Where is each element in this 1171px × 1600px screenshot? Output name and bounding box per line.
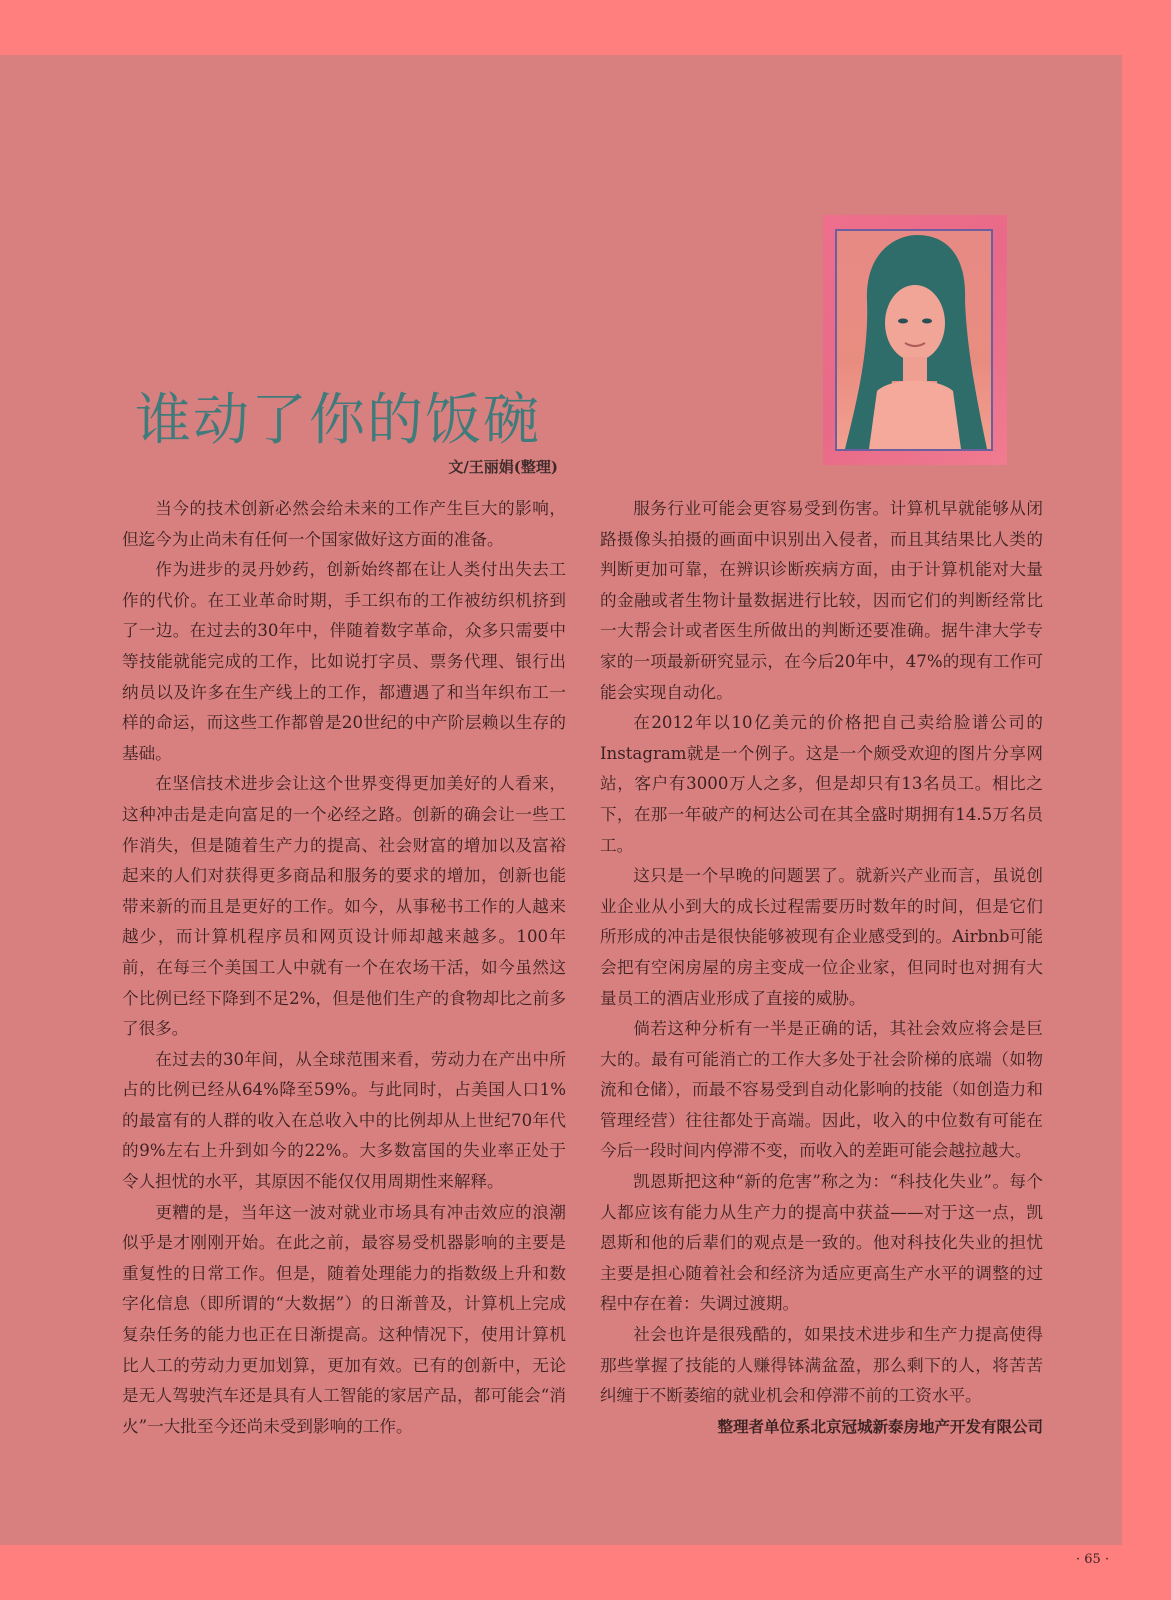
paragraph: 社会也许是很残酷的，如果技术进步和生产力提高使得那些掌握了技能的人赚得钵满盆盈，那么剩下的人，将苦苦纠缠于不断萎缩的就业机会和停滞不前的工资水平。: [600, 1325, 1043, 1406]
paragraph: 凯恩斯把这种“新的危害”称之为：“科技化失业”。每个人都应该有能力从生产力的提高中获益——对于这一点，凯恩斯和他的后辈们的观点是一致的。他对科技化失业的担忧主要是担心随着社会和经济为适应更高生产水平的调整的过程中存在着：失调过渡期。: [600, 1172, 1043, 1314]
left-column: [122, 494, 566, 1442]
paragraph: 当今的技术创新必然会给未来的工作产生巨大的影响，但迄今为止尚未有任何一个国家做好这方面的准备。: [122, 499, 566, 549]
paragraph: 服务行业可能会更容易受到伤害。计算机早就能够从闭路摄像头拍摄的画面中识别出入侵者，而且其结果比人类的判断更加可靠，在辨识诊断疾病方面，由于计算机能对大量的金融或者生物计量数据进行比较，因而它们的判断经常比一大帮会计或者医生所做出的判断还要准确。据牛津大学专家的一项最新研究显示，在今后20年中，47%的现有工作可能会实现自动化。: [600, 499, 1043, 702]
author-photo-frame: [823, 215, 1007, 465]
page-number: · 65 ·: [1076, 1552, 1110, 1567]
portrait-image: [837, 231, 991, 449]
author-affiliation: 整理者单位系北京冠城新泰房地产开发有限公司: [717, 1416, 1043, 1436]
author-photo: [835, 229, 993, 451]
paragraph: 在2012年以10亿美元的价格把自己卖给脸谱公司的Instagram就是一个例子。这是一个颇受欢迎的图片分享网站，客户有3000万人之多，但是却只有13名员工。相比之下，在那一年破产的柯达公司在其全盛时期拥有14.5万名员工。: [600, 713, 1043, 855]
paragraph: 这只是一个早晚的问题罢了。就新兴产业而言，虽说创业企业从小到大的成长过程需要历时数年的时间，但是它们所形成的冲击是很快能够被现有企业感受到的。Airbnb可能会把有空闲房屋的房主变成一位企业家，但同时也对拥有大量员工的酒店业形成了直接的威胁。: [600, 866, 1043, 1008]
right-column: [600, 494, 1043, 1442]
article-author: 文/王丽娟(整理): [448, 458, 558, 476]
paragraph: 作为进步的灵丹妙药，创新始终都在让人类付出失去工作的代价。在工业革命时期，手工织布的工作被纺织机挤到了一边。在过去的30年中，伴随着数字革命，众多只需要中等技能就能完成的工作，比如说打字员、票务代理、银行出纳员以及许多在生产线上的工作，都遭遇了和当年织布工一样的命运，而这些工作都曾是20世纪的中产阶层赖以生存的基础。: [122, 560, 566, 763]
article-title: 谁动了你的饭碗: [135, 388, 541, 453]
paragraph: 倘若这种分析有一半是正确的话，其社会效应将会是巨大的。最有可能消亡的工作大多处于社会阶梯的底端（如物流和仓储），而最不容易受到自动化影响的技能（如创造力和管理经营）往往都处于高端。因此，收入的中位数有可能在今后一段时间内停滞不变，而收入的差距可能会越拉越大。: [600, 1019, 1043, 1161]
paragraph: 更糟的是，当年这一波对就业市场具有冲击效应的浪潮似乎是才刚刚开始。在此之前，最容易受机器影响的主要是重复性的日常工作。但是，随着处理能力的指数级上升和数字化信息（即所谓的“大数据”）的日渐普及，计算机上完成复杂任务的能力也正在日渐提高。这种情况下，使用计算机比人工的劳动力更加划算，更加有效。已有的创新中，无论是无人驾驶汽车还是具有人工智能的家居产品，都可能会“消火”一大批至今还尚未受到影响的工作。: [122, 1202, 566, 1436]
paragraph: 在过去的30年间，从全球范围来看，劳动力在产出中所占的比例已经从64%降至59%。与此同时，占美国人口1%的最富有的人群的收入在总收入中的比例却从上世纪70年代的9%左右上升到如今的22%。大多数富国的失业率正处于令人担忧的水平，其原因不能仅仅用周期性来解释。: [122, 1049, 566, 1192]
paragraph: 在坚信技术进步会让这个世界变得更加美好的人看来，这种冲击是走向富足的一个必经之路。创新的确会让一些工作消失，但是随着生产力的提高、社会财富的增加以及富裕起来的人们对获得更多商品和服务的要求的增加，创新也能带来新的而且是更好的工作。如今，从事秘书工作的人越来越少，而计算机程序员和网页设计师却越来越多。100年前，在每三个美国工人中就有一个在农场干活，如今虽然这个比例已经下降到不足2%，但是他们生产的食物却比之前多了很多。: [122, 774, 566, 1039]
